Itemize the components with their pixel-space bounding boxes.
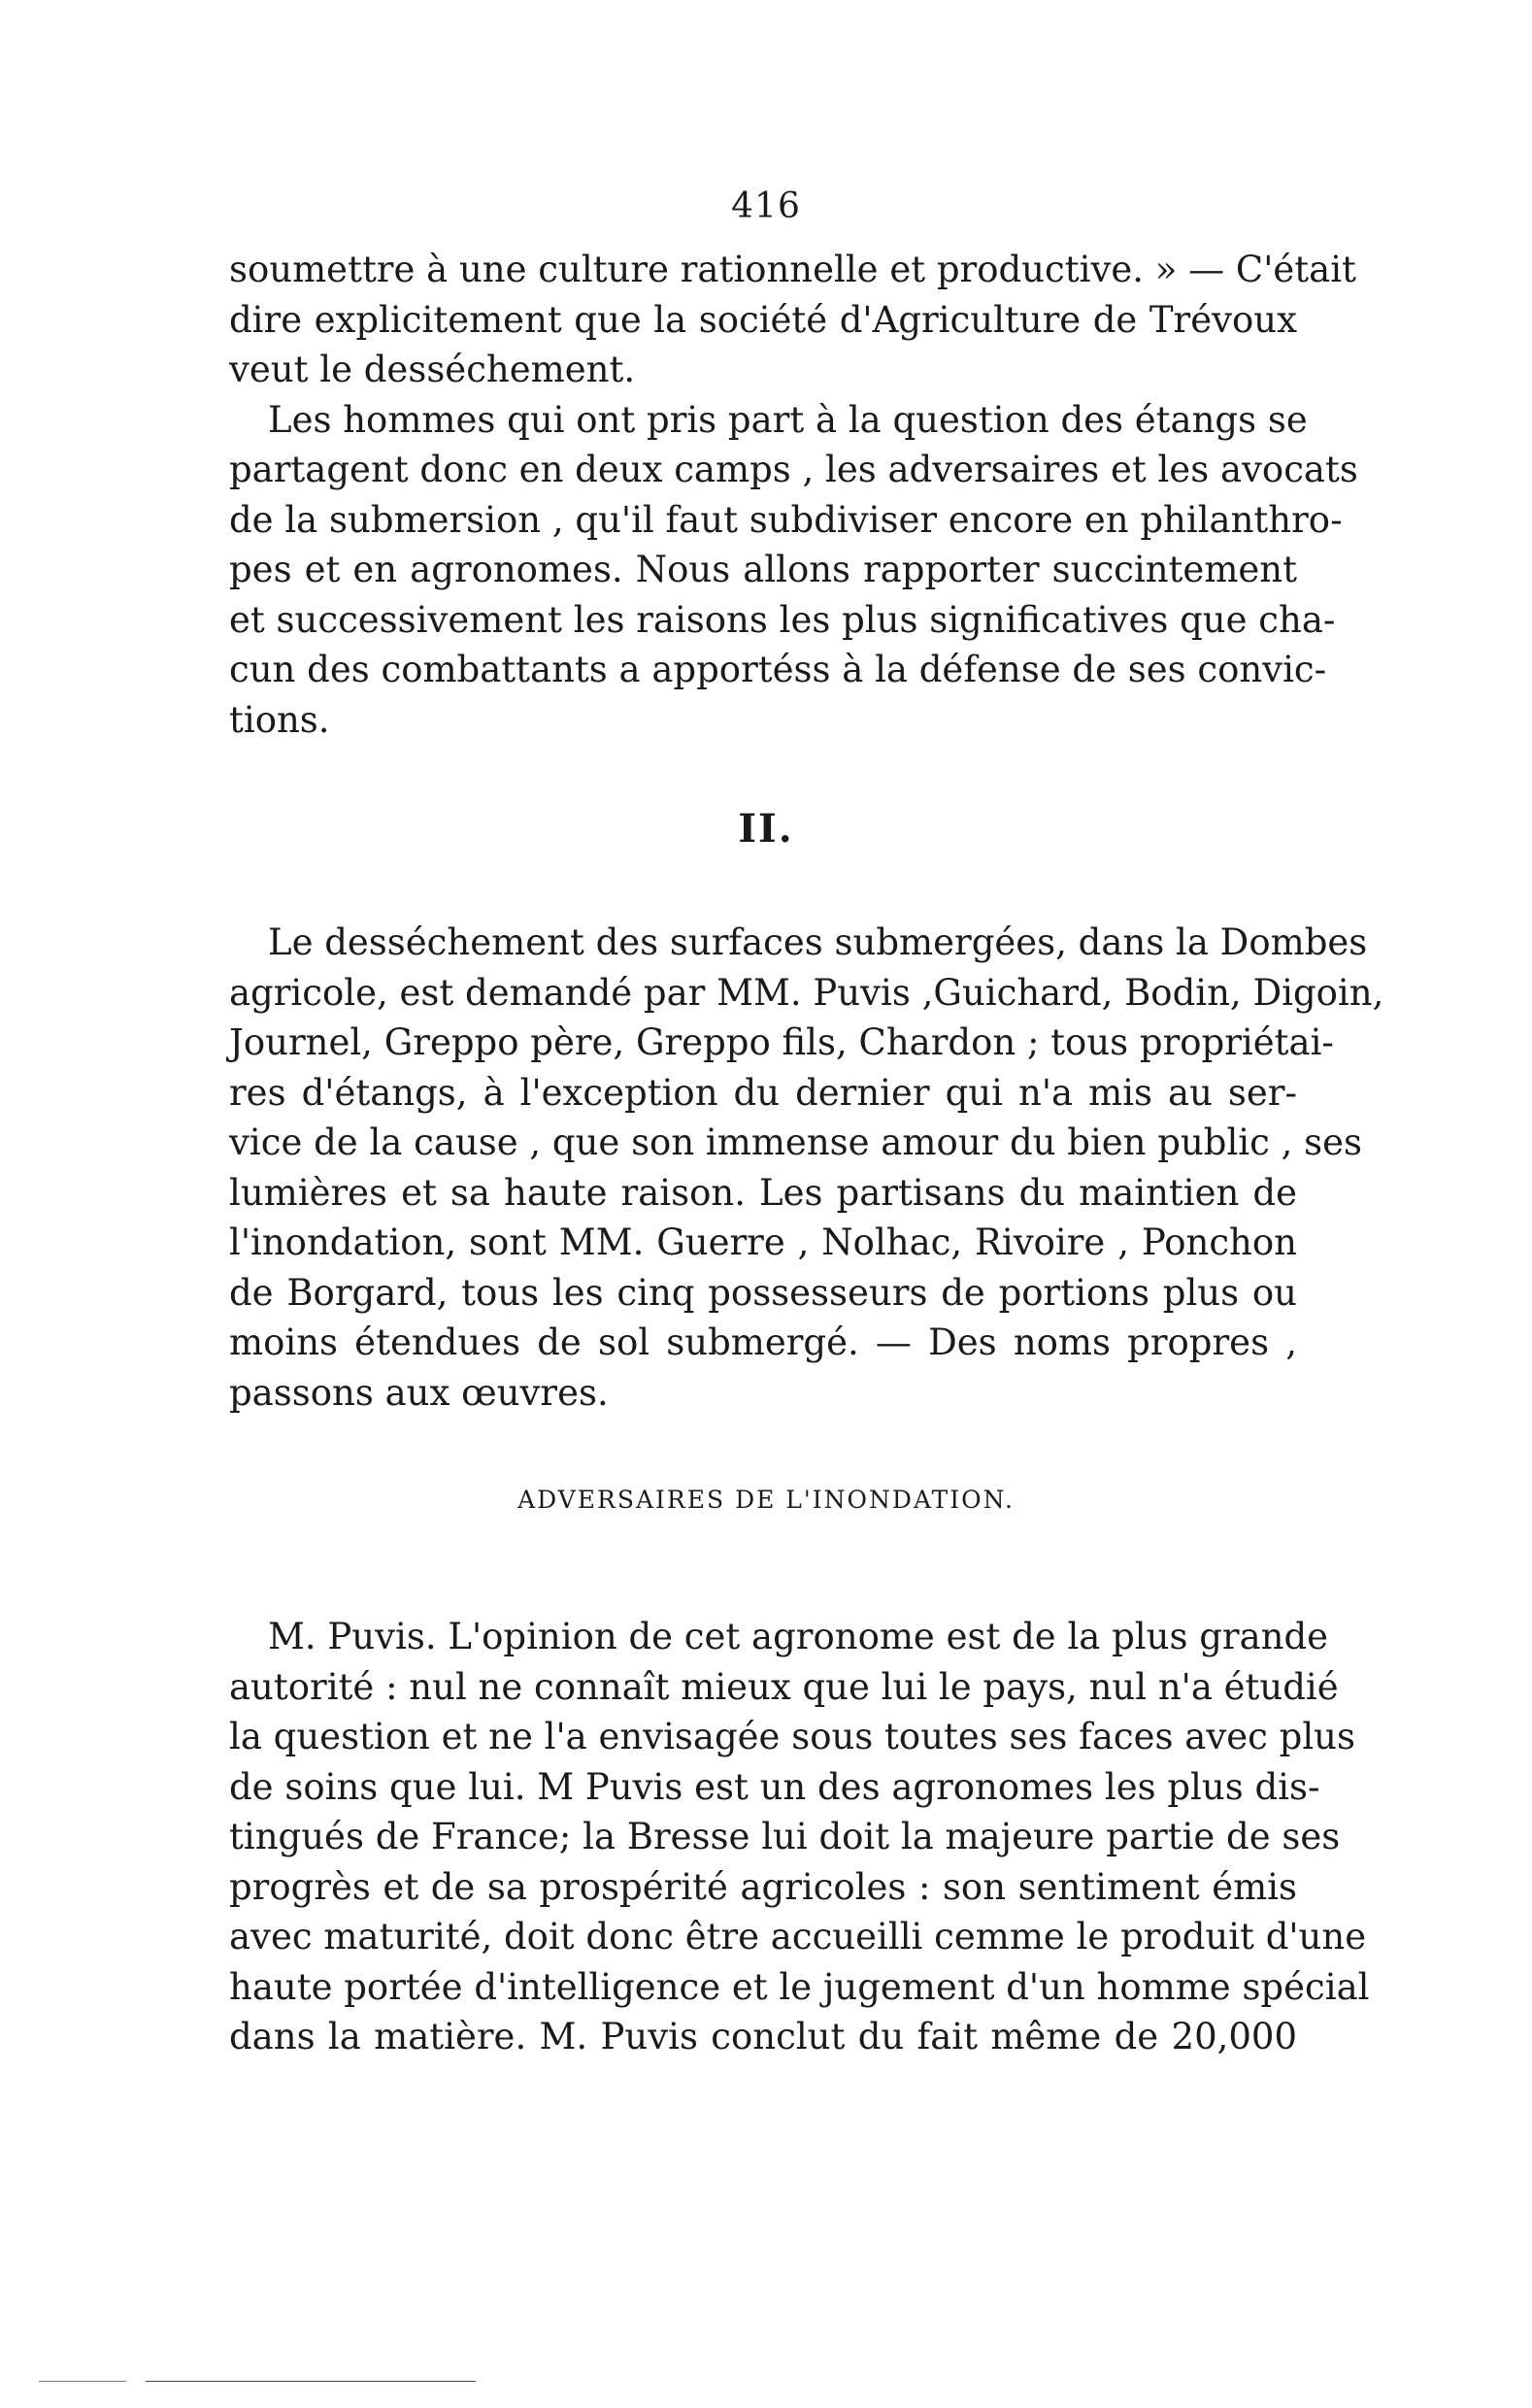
text-line: l'inondation, sont MM. Guerre , Nolhac, Rivoire , Ponchon <box>229 1221 1297 1263</box>
text-line: cun des combattants a apportéss à la défense de ses convic- <box>229 649 1327 690</box>
scan-edge-rule <box>146 2381 476 2382</box>
text-line: vice de la cause , que son immense amour du bien public , ses <box>229 1121 1363 1163</box>
text-line: dire explicitement que la société d'Agriculture de Trévoux <box>229 298 1297 341</box>
scan-edge-rule <box>39 2381 126 2382</box>
section-number: II. <box>738 806 794 852</box>
page-number: 416 <box>731 186 801 226</box>
text-line: Journel, Greppo père, Greppo fils, Chardon ; tous propriétai- <box>229 1021 1334 1063</box>
paragraph-block-section-ii <box>229 918 1384 1418</box>
text-line: tions. <box>229 698 330 741</box>
paragraph-block-puvis <box>229 1612 1370 2062</box>
text-line: de soins que lui. M Puvis est un des agronomes les plus dis- <box>229 1765 1320 1808</box>
text-line: veut le desséchement. <box>229 349 636 390</box>
text-line: tingués de France; la Bresse lui doit la majeure partie de ses <box>229 1816 1341 1857</box>
text-line: et successivement les raisons les plus significatives que cha- <box>229 598 1336 641</box>
text-line: haute portée d'intelligence et le jugement d'un homme spécial <box>229 1965 1370 2008</box>
text-line: la question et ne l'a envisagée sous toutes ses faces avec plus <box>229 1716 1355 1757</box>
text-line: partagent donc en deux camps , les adversaires et les avocats <box>229 449 1358 490</box>
text-line: M. Puvis. L'opinion de cet agronome est de la plus grande <box>268 1616 1329 1657</box>
subheading: ADVERSAIRES DE L'INONDATION. <box>517 1486 1015 1514</box>
text-line: autorité : nul ne connaît mieux que lui le pays, nul n'a étudié <box>229 1665 1339 1708</box>
text-line: Les hommes qui ont pris part à la question des étangs se <box>268 398 1308 441</box>
text-line: progrès et de sa prospérité agricoles : son sentiment émis <box>229 1865 1297 1908</box>
text-line: res d'étangs, à l'exception du dernier qui n'a mis au ser- <box>229 1071 1297 1114</box>
text-line: passons aux œuvres. <box>229 1371 609 1414</box>
text-line: avec maturité, doit donc être accueilli cemme le produit d'une <box>229 1916 1367 1957</box>
paragraph-block-intro <box>229 245 1358 745</box>
text-line: Le desséchement des surfaces submergées, dans la Dombes <box>268 921 1368 963</box>
text-line: soumettre à une culture rationnelle et productive. » — C'était <box>229 249 1356 290</box>
text-line: dans la matière. M. Puvis conclut du fait même de 20,000 <box>229 2016 1297 2057</box>
text-line: lumières et sa haute raison. Les partisans du maintien de <box>229 1171 1297 1214</box>
text-line: de Borgard, tous les cinq possesseurs de portions plus ou <box>229 1271 1297 1314</box>
text-line: pes et en agronomes. Nous allons rapporter succintement <box>229 549 1297 590</box>
text-line: moins étendues de sol submergé. — Des noms propres , <box>229 1321 1297 1363</box>
text-line: de la submersion , qu'il faut subdiviser encore en philanthro- <box>229 498 1343 541</box>
text-line: agricole, est demandé par MM. Puvis ,Guichard, Bodin, Digoin, <box>229 971 1384 1014</box>
